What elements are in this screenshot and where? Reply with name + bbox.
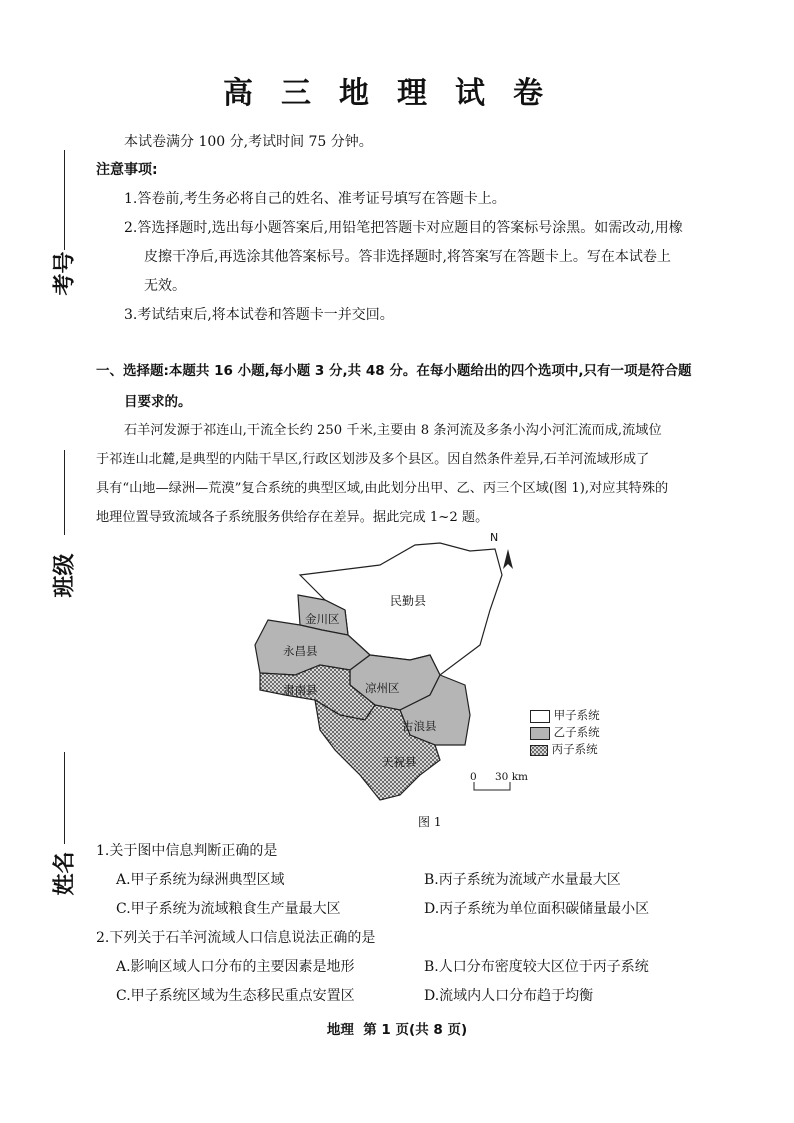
scale-label: 30 km	[495, 771, 529, 783]
map-label-liangzhou: 凉州区	[365, 681, 400, 695]
legend-swatch-bing	[530, 745, 548, 756]
legend-label: 丙子系统	[551, 742, 598, 756]
figure-caption: 图 1	[418, 815, 442, 829]
notice-item: 无效。	[144, 278, 186, 294]
name-label: 姓名	[52, 851, 78, 896]
section-heading: 一、选择题:本题共 16 小题,每小题 3 分,共 48 分。在每小题给出的四个选项中,只有一项是符合题	[96, 363, 692, 379]
option-item: B.丙子系统为流域产水量最大区	[424, 872, 621, 888]
north-label: N	[490, 531, 499, 544]
option-item: D.流域内人口分布趋于均衡	[424, 988, 594, 1004]
page-title: 高三地理试卷	[223, 76, 571, 111]
passage-line: 石羊河发源于祁连山,干流全长约 250 千米,主要由 8 条河流及多条小沟小河汇流而成,流域位	[124, 423, 662, 438]
option-item: A.甲子系统为绿洲典型区域	[116, 872, 285, 888]
legend-item-bing	[530, 741, 600, 758]
name-rule	[64, 752, 65, 844]
notice-heading: 注意事项:	[96, 162, 158, 178]
passage-line: 地理位置导致流域各子系统服务供给存在差异。据此完成 1~2 题。	[96, 510, 489, 525]
scale-zero: 0	[470, 771, 477, 783]
notice-item: 2.答选择题时,选出每小题答案后,用铅笔把答题卡对应题目的答案标号涂黑。如需改动,用橡	[124, 220, 683, 236]
map-label-jinchuan: 金川区	[305, 612, 340, 626]
notice-item: 1.答卷前,考生务必将自己的姓名、准考证号填写在答题卡上。	[124, 191, 506, 207]
map-label-minqin: 民勤县	[390, 594, 427, 608]
map-label-gulang: 古浪县	[402, 719, 437, 733]
map-label-sunan: 肃南县	[283, 683, 318, 697]
option-item: C.甲子系统为流域粮食生产量最大区	[116, 901, 341, 917]
north-arrow-icon	[503, 549, 513, 569]
question-stem: 2.下列关于石羊河流域人口信息说法正确的是	[96, 930, 376, 946]
option-item: A.影响区域人口分布的主要因素是地形	[116, 959, 355, 975]
exam-no-label: 考号	[52, 251, 78, 296]
passage-line: 具有“山地—绿洲—荒漠”复合系统的典型区域,由此划分出甲、乙、丙三个区域(图 1),对应其特殊的	[96, 481, 669, 496]
exam-no-rule	[64, 150, 65, 250]
notice-item: 皮擦干净后,再选涂其他答案标号。答非选择题时,将答案写在答题卡上。写在本试卷上	[144, 249, 671, 265]
map-legend	[530, 707, 600, 758]
option-item: C.甲子系统区域为生态移民重点安置区	[116, 988, 355, 1004]
notice-item: 3.考试结束后,将本试卷和答题卡一并交回。	[124, 307, 394, 323]
map-label-tianzhu: 天祝县	[382, 755, 417, 769]
legend-item-jia	[530, 707, 600, 724]
legend-swatch-yi	[530, 727, 550, 740]
class-rule	[64, 450, 65, 535]
legend-label: 甲子系统	[553, 708, 600, 722]
legend-item-yi	[530, 724, 600, 741]
legend-label: 乙子系统	[553, 725, 600, 739]
exam-intro: 本试卷满分 100 分,考试时间 75 分钟。	[124, 134, 373, 150]
passage-line: 于祁连山北麓,是典型的内陆干旱区,行政区划涉及多个县区。因自然条件差异,石羊河流域形成了	[96, 452, 650, 467]
map-label-yongchang: 永昌县	[283, 644, 318, 658]
option-item: B.人口分布密度较大区位于丙子系统	[424, 959, 649, 975]
section-heading: 目要求的。	[124, 394, 192, 410]
page-footer: 地理 第 1 页(共 8 页)	[326, 1022, 468, 1038]
option-item: D.丙子系统为单位面积碳储量最小区	[424, 901, 650, 917]
legend-swatch-jia	[530, 710, 550, 723]
question-stem: 1.关于图中信息判断正确的是	[96, 843, 278, 859]
class-label: 班级	[52, 553, 78, 598]
